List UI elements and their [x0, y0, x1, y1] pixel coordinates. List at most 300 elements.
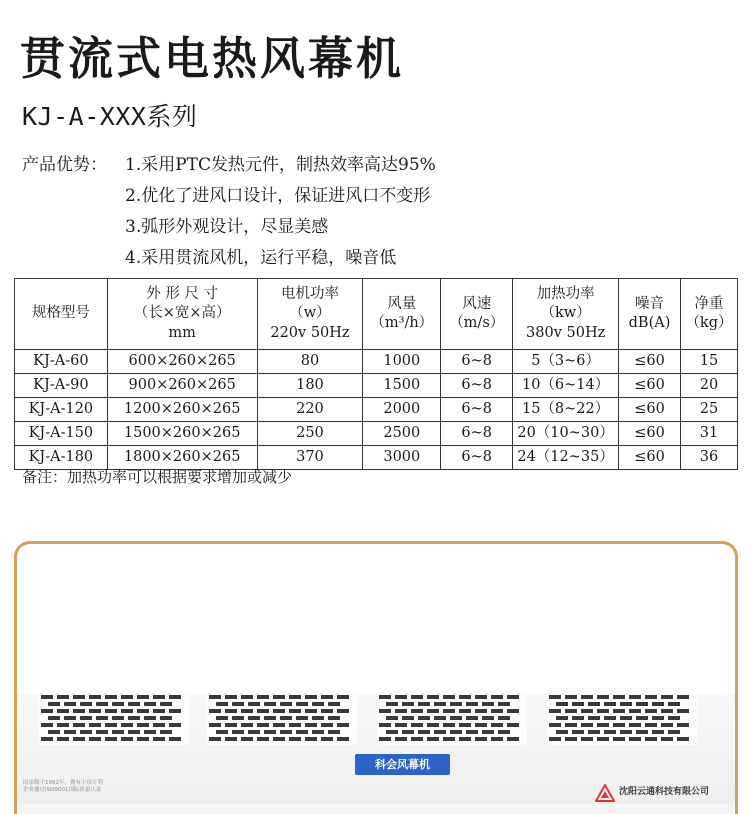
- header-line: （长×宽×高）: [133, 305, 231, 322]
- grille-slot: [96, 702, 108, 706]
- series-subtitle: KJ-A-XXX系列: [22, 102, 198, 131]
- table-header-cell: [107, 279, 257, 350]
- grille-slot: [572, 730, 584, 734]
- grille-slot: [620, 716, 632, 720]
- table-cell: 20: [680, 374, 737, 398]
- grille-slot: [89, 737, 101, 741]
- grille-slot: [402, 716, 414, 720]
- cert-line: 国家级于1992年，拥有十项专利: [23, 780, 103, 786]
- grille-slot: [153, 737, 165, 741]
- grille-slot: [321, 709, 333, 713]
- header-line: 风速: [462, 295, 492, 312]
- grille-slot: [153, 709, 165, 713]
- table-cell: 80: [257, 350, 363, 374]
- grille-slot: [264, 702, 276, 706]
- grille-slot: [209, 737, 221, 741]
- table-cell: 370: [257, 446, 363, 470]
- grille-slot: [121, 723, 133, 727]
- grille-slot: [289, 709, 301, 713]
- grille-slot: [296, 730, 308, 734]
- grille-slot: [450, 730, 462, 734]
- table-cell: KJ-A-120: [15, 398, 108, 422]
- grille-slot: [386, 702, 398, 706]
- grille-slot: [80, 702, 92, 706]
- header-line: 噪音: [635, 295, 665, 312]
- grille-slot: [498, 716, 510, 720]
- grille-slot: [450, 716, 462, 720]
- grille-slot: [645, 709, 657, 713]
- grille-slot: [636, 730, 648, 734]
- grille-slot: [153, 695, 165, 699]
- grille-slot: [241, 695, 253, 699]
- table-row: [15, 446, 738, 470]
- table-header-cell: [619, 279, 681, 350]
- grille-slot: [289, 695, 301, 699]
- grille-slot: [395, 737, 407, 741]
- table-row: [15, 350, 738, 374]
- product-photo: [14, 541, 738, 814]
- grille-slot: [328, 702, 340, 706]
- advantages-label: 产品优势：: [22, 155, 107, 175]
- table-cell: KJ-A-150: [15, 422, 108, 446]
- grille-slot: [321, 695, 333, 699]
- grille-slot: [89, 695, 101, 699]
- grille-slot: [337, 737, 349, 741]
- grille-slot: [556, 730, 568, 734]
- table-note: 备注：加热功率可以根据要求增加或减少: [22, 468, 293, 486]
- grille-slot: [498, 730, 510, 734]
- grille-slot: [645, 695, 657, 699]
- grille-slot: [629, 723, 641, 727]
- grille-slot: [556, 716, 568, 720]
- grille-slot: [565, 737, 577, 741]
- header-line: （m³/h）: [370, 315, 434, 331]
- grille-slot: [482, 716, 494, 720]
- grille-slot: [160, 730, 172, 734]
- grille-slot: [549, 737, 561, 741]
- grille-slot: [411, 723, 423, 727]
- grille-slot: [677, 723, 689, 727]
- grille-slot: [588, 702, 600, 706]
- grille-slot: [96, 730, 108, 734]
- header-line: 电机功率: [280, 285, 339, 302]
- grille-slot: [604, 716, 616, 720]
- grille-slot: [652, 730, 664, 734]
- grille-slot: [645, 723, 657, 727]
- grille-slot: [273, 723, 285, 727]
- grille-slot: [482, 730, 494, 734]
- company-logo-icon: [595, 784, 615, 802]
- grille-slot: [64, 702, 76, 706]
- grille-slot: [475, 709, 487, 713]
- grille-slot: [597, 709, 609, 713]
- grille-panel: [207, 692, 357, 745]
- grille-slot: [507, 709, 519, 713]
- grille-slot: [427, 709, 439, 713]
- grille-slot: [128, 702, 140, 706]
- grille-slot: [128, 730, 140, 734]
- grille-slot: [153, 723, 165, 727]
- header-line: 外 形 尺 寸: [146, 285, 219, 302]
- grille-slot: [677, 695, 689, 699]
- grille-slot: [137, 695, 149, 699]
- grille-slot: [491, 709, 503, 713]
- grille-slot: [144, 702, 156, 706]
- grille-slot: [128, 716, 140, 720]
- grille-slot: [216, 702, 228, 706]
- table-header-cell: [363, 279, 441, 350]
- advantage-text: 4.采用贯流风机，运行平稳，噪音低: [125, 248, 397, 268]
- grille-slot: [80, 730, 92, 734]
- grille-slot: [597, 723, 609, 727]
- grille-slot: [257, 737, 269, 741]
- table-row: [15, 422, 738, 446]
- grille-slot: [395, 709, 407, 713]
- table-cell: 20（10~30）: [513, 422, 619, 446]
- table-cell: 6~8: [441, 422, 513, 446]
- grille-slot: [337, 723, 349, 727]
- grille-slot: [491, 695, 503, 699]
- grille-slot: [225, 709, 237, 713]
- advantage-text: 3.弧形外观设计，尽显美感: [125, 217, 329, 237]
- header-line: 220v 50Hz: [270, 324, 350, 341]
- grille-slot: [280, 730, 292, 734]
- grille-slot: [312, 730, 324, 734]
- grille-slot: [121, 709, 133, 713]
- grille-slot: [459, 737, 471, 741]
- table-cell: 15: [680, 350, 737, 374]
- grille-slot: [273, 695, 285, 699]
- table-cell: 24（12~35）: [513, 446, 619, 470]
- table-header-cell: [441, 279, 513, 350]
- advantage-text: 1.采用PTC发热元件，制热效率高达95%: [125, 155, 436, 175]
- grille-slot: [427, 723, 439, 727]
- grille-slot: [572, 716, 584, 720]
- table-cell: KJ-A-90: [15, 374, 108, 398]
- grille-slot: [41, 695, 53, 699]
- grille-slot: [443, 737, 455, 741]
- grille-slot: [459, 709, 471, 713]
- grille-slot: [57, 709, 69, 713]
- grille-slot: [312, 702, 324, 706]
- header-line: 规格型号: [31, 305, 90, 322]
- grille-slot: [48, 730, 60, 734]
- advantage-item: [22, 212, 436, 243]
- grille-slot: [264, 716, 276, 720]
- grille-slot: [629, 737, 641, 741]
- grille-slot: [137, 723, 149, 727]
- grille-slot: [491, 723, 503, 727]
- table-cell: 3000: [363, 446, 441, 470]
- table-cell: 900×260×265: [107, 374, 257, 398]
- grille-slot: [549, 723, 561, 727]
- company-name: 沈阳云通科技有限公司: [619, 787, 710, 797]
- grille-slot: [427, 695, 439, 699]
- grille-slot: [491, 737, 503, 741]
- grille-slot: [581, 709, 593, 713]
- table-cell: 5（3~6）: [513, 350, 619, 374]
- grille-slot: [443, 709, 455, 713]
- grille-slot: [629, 709, 641, 713]
- grille-slot: [386, 730, 398, 734]
- grille-slot: [450, 702, 462, 706]
- grille-slot: [225, 695, 237, 699]
- grille-slot: [248, 702, 260, 706]
- grille-slot: [257, 709, 269, 713]
- grille-slot: [64, 730, 76, 734]
- grille-slot: [475, 695, 487, 699]
- grille-slot: [305, 737, 317, 741]
- table-row: [15, 398, 738, 422]
- grille-slot: [305, 695, 317, 699]
- grille-slot: [41, 737, 53, 741]
- grille-slot: [581, 723, 593, 727]
- grille-slot: [379, 695, 391, 699]
- grille-slot: [427, 737, 439, 741]
- table-cell: ≤60: [619, 398, 681, 422]
- grille-slot: [620, 702, 632, 706]
- grille-slot: [273, 737, 285, 741]
- grille-slot: [507, 695, 519, 699]
- grille-slot: [475, 737, 487, 741]
- grille-slot: [289, 737, 301, 741]
- table-header-cell: [15, 279, 108, 350]
- table-cell: KJ-A-60: [15, 350, 108, 374]
- table-cell: 6~8: [441, 374, 513, 398]
- grille-slot: [232, 716, 244, 720]
- table-row: [15, 374, 738, 398]
- grille-slot: [89, 723, 101, 727]
- table-cell: 2500: [363, 422, 441, 446]
- grille-slot: [661, 723, 673, 727]
- table-cell: KJ-A-180: [15, 446, 108, 470]
- grille-slot: [434, 730, 446, 734]
- grille-slot: [280, 702, 292, 706]
- grille-slot: [160, 702, 172, 706]
- grille-slot: [379, 737, 391, 741]
- table-cell: ≤60: [619, 422, 681, 446]
- grille-slot: [466, 716, 478, 720]
- grille-slot: [475, 723, 487, 727]
- grille-slot: [581, 695, 593, 699]
- grille-slot: [588, 716, 600, 720]
- grille-slot: [402, 730, 414, 734]
- grille-slot: [41, 723, 53, 727]
- grille-slot: [321, 737, 333, 741]
- grille-slot: [312, 716, 324, 720]
- grille-slot: [209, 695, 221, 699]
- grille-slot: [328, 730, 340, 734]
- grille-slot: [652, 702, 664, 706]
- grille-panel: [547, 692, 697, 745]
- grille-slot: [668, 716, 680, 720]
- table-cell: 6~8: [441, 446, 513, 470]
- grille-slot: [105, 695, 117, 699]
- grille-slot: [41, 709, 53, 713]
- table-cell: 31: [680, 422, 737, 446]
- grille-slot: [482, 702, 494, 706]
- header-line: 风量: [387, 295, 417, 312]
- header-line: 净重: [694, 295, 724, 312]
- grille-slot: [209, 709, 221, 713]
- header-line: （m/s）: [449, 315, 505, 331]
- grille-panel: [39, 692, 189, 745]
- header-line: 加热功率: [536, 285, 595, 302]
- advantage-item: [22, 243, 436, 274]
- grille-slot: [620, 730, 632, 734]
- grille-slot: [379, 723, 391, 727]
- grille-slot: [257, 695, 269, 699]
- grille-slot: [402, 702, 414, 706]
- table-cell: 1500×260×265: [107, 422, 257, 446]
- grille-slot: [668, 730, 680, 734]
- grille-slot: [418, 716, 430, 720]
- grille-slot: [89, 709, 101, 713]
- grille-slot: [434, 716, 446, 720]
- advantage-item: [22, 150, 436, 181]
- grille-slot: [112, 716, 124, 720]
- grille-slot: [337, 695, 349, 699]
- header-line: （kg）: [685, 315, 733, 331]
- table-cell: 1500: [363, 374, 441, 398]
- grille-slot: [661, 737, 673, 741]
- grille-slot: [677, 737, 689, 741]
- grille-slot: [137, 709, 149, 713]
- table-cell: 36: [680, 446, 737, 470]
- grille-slot: [57, 737, 69, 741]
- grille-slot: [597, 695, 609, 699]
- table-cell: 600×260×265: [107, 350, 257, 374]
- table-cell: 1800×260×265: [107, 446, 257, 470]
- table-header-cell: [513, 279, 619, 350]
- grille-slot: [395, 695, 407, 699]
- grille-slot: [73, 737, 85, 741]
- table-cell: 1000: [363, 350, 441, 374]
- table-cell: ≤60: [619, 446, 681, 470]
- grille-slot: [613, 723, 625, 727]
- header-line: mm: [168, 324, 196, 341]
- grille-slot: [434, 702, 446, 706]
- grille-slot: [581, 737, 593, 741]
- grille-slot: [48, 716, 60, 720]
- grille-slot: [241, 737, 253, 741]
- grille-slot: [73, 695, 85, 699]
- header-line: 380v 50Hz: [526, 324, 606, 341]
- advantage-item: [22, 181, 436, 212]
- advantages-section: [22, 150, 436, 274]
- grille-slot: [209, 723, 221, 727]
- grille-slot: [248, 730, 260, 734]
- header-line: （kw）: [540, 305, 591, 322]
- grille-slot: [80, 716, 92, 720]
- grille-slot: [418, 730, 430, 734]
- grille-slot: [636, 702, 648, 706]
- grille-slot: [232, 730, 244, 734]
- grille-slot: [572, 702, 584, 706]
- grille-slot: [216, 730, 228, 734]
- grille-slot: [661, 695, 673, 699]
- grille-slot: [507, 723, 519, 727]
- advantage-text: 2.优化了进风口设计，保证进风口不变形: [125, 186, 431, 206]
- table-cell: ≤60: [619, 350, 681, 374]
- brand-badge: 科会风幕机: [355, 754, 450, 775]
- grille-slot: [337, 709, 349, 713]
- grille-slot: [121, 737, 133, 741]
- grille-slot: [273, 709, 285, 713]
- grille-slot: [549, 709, 561, 713]
- grille-slot: [225, 723, 237, 727]
- grille-slot: [105, 737, 117, 741]
- grille-slot: [556, 702, 568, 706]
- certification-text: [23, 780, 103, 794]
- table-cell: 180: [257, 374, 363, 398]
- grille-slot: [57, 695, 69, 699]
- table-cell: 6~8: [441, 350, 513, 374]
- cert-line: 企业通过ISO9001国际质量认证: [23, 787, 102, 793]
- table-header-cell: [680, 279, 737, 350]
- table-cell: 1200×260×265: [107, 398, 257, 422]
- table-header-row: [15, 279, 738, 350]
- grille-slot: [549, 695, 561, 699]
- grille-slot: [169, 709, 181, 713]
- grille-slot: [296, 716, 308, 720]
- grille-slot: [443, 695, 455, 699]
- grille-slot: [305, 723, 317, 727]
- grille-slot: [48, 702, 60, 706]
- grille-slot: [677, 709, 689, 713]
- grille-slot: [379, 709, 391, 713]
- grille-slot: [613, 709, 625, 713]
- grille-slot: [565, 695, 577, 699]
- grille-slot: [411, 695, 423, 699]
- grille-slot: [73, 723, 85, 727]
- table-cell: 6~8: [441, 398, 513, 422]
- table-cell: ≤60: [619, 374, 681, 398]
- grille-slot: [565, 723, 577, 727]
- grille-slot: [507, 737, 519, 741]
- grille-slot: [105, 709, 117, 713]
- grille-slot: [121, 695, 133, 699]
- grille-slot: [418, 702, 430, 706]
- grille-slot: [64, 716, 76, 720]
- grille-slot: [257, 723, 269, 727]
- grille-slot: [112, 730, 124, 734]
- grille-slot: [661, 709, 673, 713]
- grille-slot: [105, 723, 117, 727]
- grille-slot: [137, 737, 149, 741]
- grille-slot: [144, 716, 156, 720]
- grille-slot: [565, 709, 577, 713]
- grille-slot: [248, 716, 260, 720]
- spec-table: [14, 278, 738, 470]
- header-line: （w）: [289, 305, 331, 322]
- table-body: [15, 350, 738, 470]
- grille-slot: [321, 723, 333, 727]
- grille-slot: [144, 730, 156, 734]
- table-cell: 25: [680, 398, 737, 422]
- grille-slot: [652, 716, 664, 720]
- grille-slot: [597, 737, 609, 741]
- grille-slot: [232, 702, 244, 706]
- grille-slot: [328, 716, 340, 720]
- grille-slot: [443, 723, 455, 727]
- table-cell: 220: [257, 398, 363, 422]
- grille-slot: [57, 723, 69, 727]
- grille-slot: [604, 702, 616, 706]
- grille-slot: [411, 709, 423, 713]
- grille-slot: [668, 702, 680, 706]
- grille-slot: [73, 709, 85, 713]
